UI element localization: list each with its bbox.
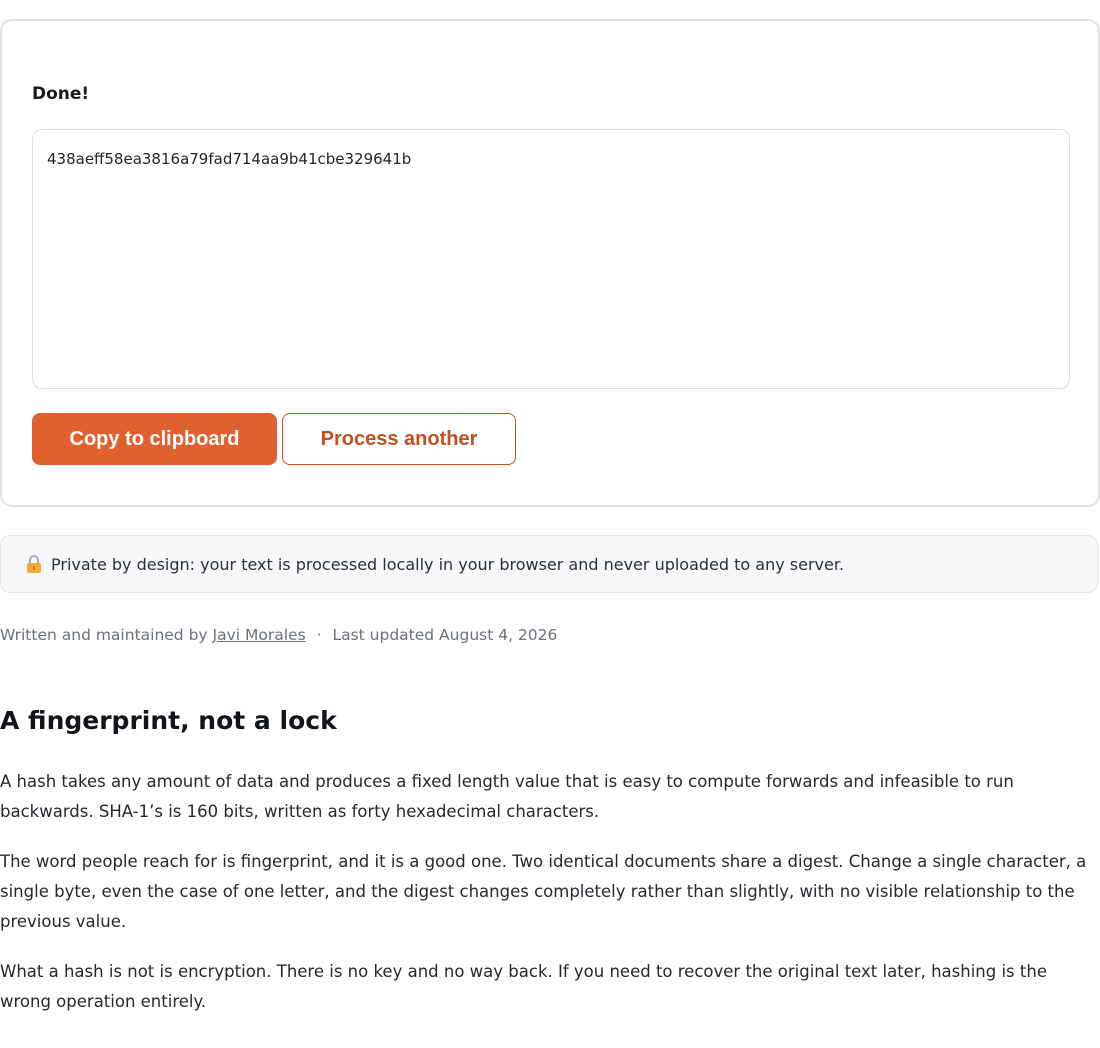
copy-to-clipboard-button[interactable]: Copy to clipboard (32, 413, 277, 465)
author-link[interactable]: Javi Morales (212, 626, 306, 644)
lock-icon (25, 554, 43, 574)
process-another-button[interactable]: Process another (282, 413, 516, 465)
byline-separator: · (316, 626, 322, 644)
article-paragraph-2: The word people reach for is fingerprint, and it is a good one. Two identical documents share a digest. Change a single character, a single byte, even the case of one letter, and the digest changes completely rather than slightly, with no visible relationship to the previous value. (0, 852, 1087, 931)
privacy-text: Private by design: your text is processed locally in your browser and never uploaded to any server. (51, 554, 845, 574)
article-heading: A fingerprint, not a lock (0, 706, 337, 735)
result-card (0, 19, 1100, 507)
article-paragraph-1: A hash takes any amount of data and produces a fixed length value that is easy to compute forwards and infeasible to run backwards. SHA-1’s is 160 bits, written as forty hexadecimal characters. (0, 772, 1014, 821)
hash-output-textarea[interactable] (32, 129, 1070, 389)
last-updated: Last updated August 4, 2026 (332, 626, 558, 644)
byline-prefix: Written and maintained by (0, 626, 208, 644)
article-paragraph-3: What a hash is not is encryption. There is no key and no way back. If you need to recover the original text later, hashing is the wrong operation entirely. (0, 962, 1047, 1011)
privacy-notice (0, 535, 1098, 593)
status-label: Done! (32, 84, 90, 104)
byline (0, 626, 557, 644)
